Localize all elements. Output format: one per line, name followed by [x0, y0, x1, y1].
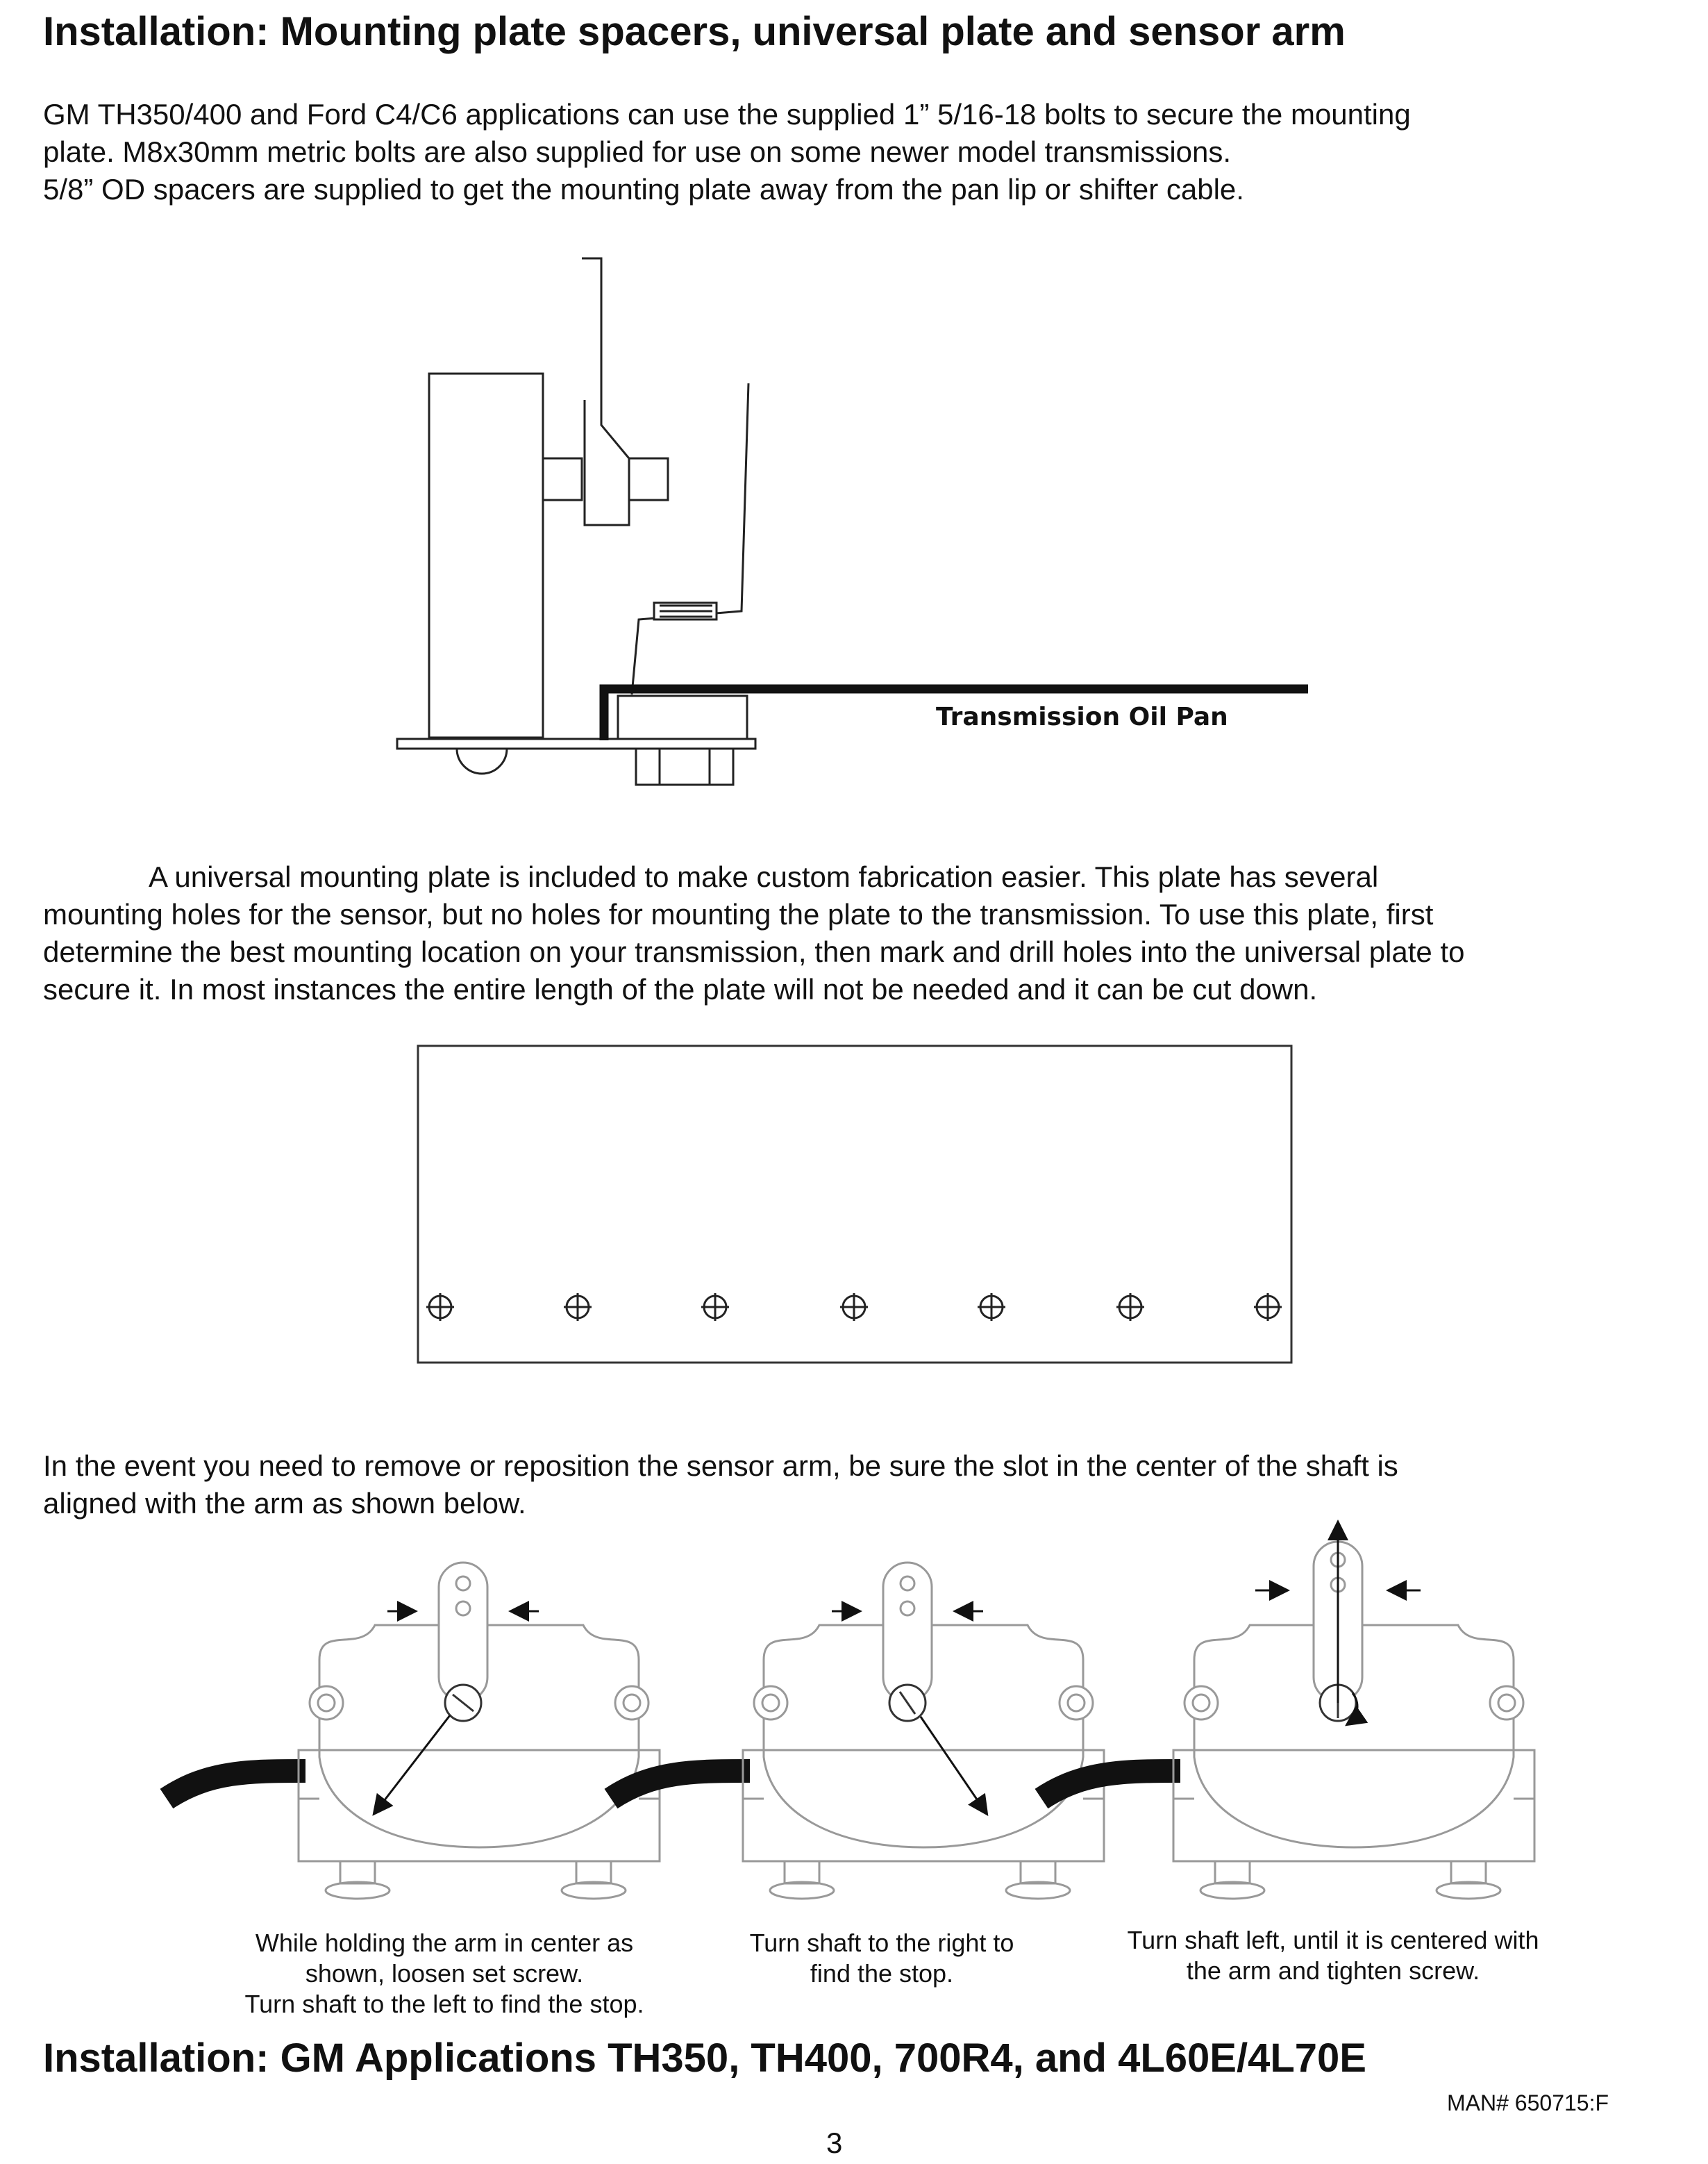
paragraph-sensor-arm	[43, 1447, 1668, 1522]
sensor-step-2	[611, 1563, 1104, 1899]
page-number: 3	[826, 2126, 843, 2159]
caption-line: Turn shaft left, until it is centered with	[1127, 1926, 1539, 1954]
paragraph-line: aligned with the arm as shown below.	[43, 1487, 526, 1520]
caption-line: Turn shaft to the left to find the stop.	[244, 1990, 644, 2018]
caption-line: the arm and tighten screw.	[1186, 1956, 1480, 1985]
caption-step-2	[715, 1928, 1048, 1989]
paragraph-line: secure it. In most instances the entire length of the plate will not be needed and it can be cut down.	[43, 973, 1318, 1006]
sensor-step-1	[167, 1563, 660, 1899]
document-number: MAN# 650715:F	[1447, 2090, 1609, 2115]
paragraph-line: 5/8” OD spacers are supplied to get the mounting plate away from the pan lip or shifter cable.	[43, 173, 1244, 206]
sensor-step-3	[1041, 1524, 1534, 1899]
caption-line: shown, loosen set screw.	[305, 1959, 584, 1988]
paragraph-line: In the event you need to remove or reposition the sensor arm, be sure the slot in the center of the shaft is	[43, 1449, 1398, 1482]
sensor-arm-steps-diagram	[153, 1521, 1541, 1945]
paragraph-universal-plate	[43, 858, 1668, 1008]
paragraph-line: plate. M8x30mm metric bolts are also supplied for use on some newer model transmissions.	[43, 135, 1232, 168]
paragraph-line: mounting holes for the sensor, but no holes for mounting the plate to the transmission. To use this plate, first	[43, 898, 1434, 931]
paragraph-line: A universal mounting plate is included to make custom fabrication easier. This plate has several	[149, 860, 1379, 893]
section-heading-mounting: Installation: Mounting plate spacers, universal plate and sensor arm	[43, 9, 1346, 54]
universal-plate-diagram	[417, 1044, 1294, 1367]
oil-pan-label: Transmission Oil Pan	[936, 703, 1228, 731]
paragraph-bolts	[43, 96, 1668, 208]
section-heading-gm-applications: Installation: GM Applications TH350, TH400, 700R4, and 4L60E/4L70E	[43, 2036, 1366, 2081]
paragraph-line: determine the best mounting location on your transmission, then mark and drill holes into the universal plate to	[43, 935, 1465, 968]
caption-line: find the stop.	[810, 1959, 954, 1988]
caption-line: While holding the arm in center as	[255, 1929, 634, 1957]
caption-line: Turn shaft to the right to	[749, 1929, 1014, 1957]
caption-step-1	[201, 1928, 687, 2020]
caption-step-3	[1083, 1925, 1583, 1986]
paragraph-line: GM TH350/400 and Ford C4/C6 applications can use the supplied 1” 5/16-18 bolts to secure the mounting	[43, 98, 1411, 131]
